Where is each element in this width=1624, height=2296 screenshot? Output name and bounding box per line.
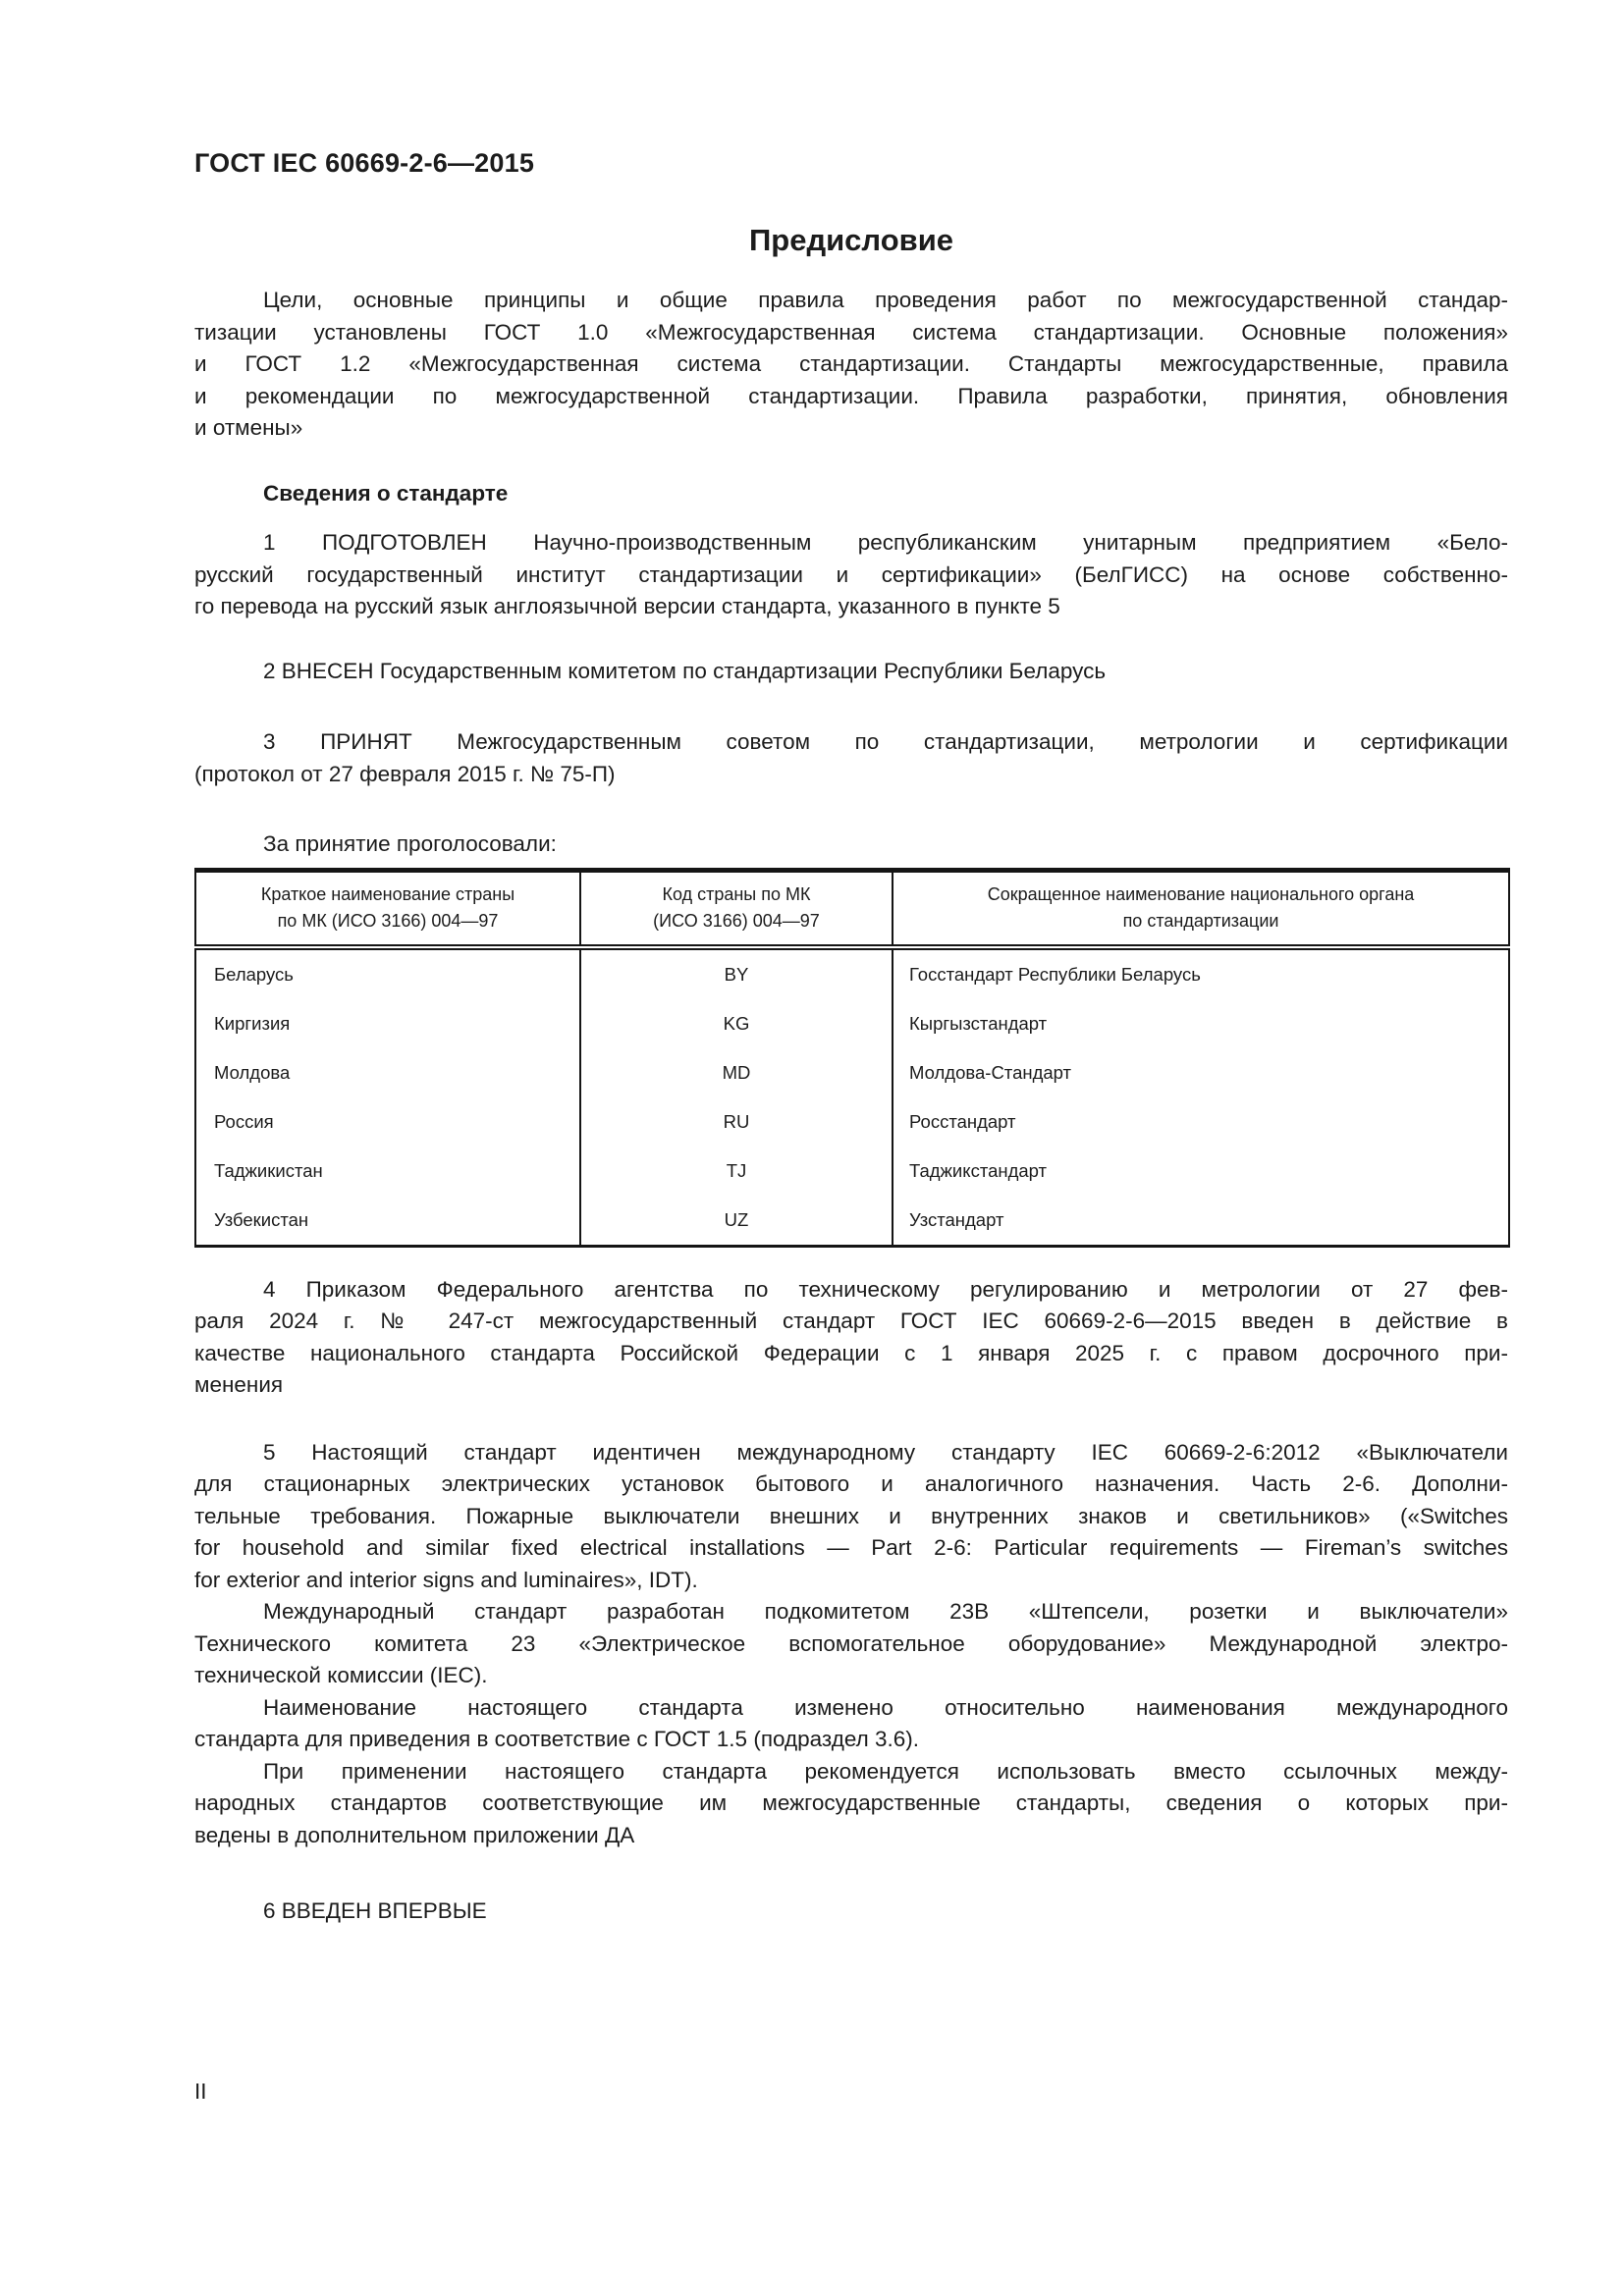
text-line: 2 ВНЕСЕН Государственным комитетом по стандартизации Республики Беларусь [263, 658, 1107, 683]
text-line: раля 2024 г. № 247-ст межгосударственный стандарт ГОСТ IEC 60669-2-6—2015 введен в действие в [194, 1308, 1508, 1333]
paragraph-item6-first-introduced [194, 1896, 1508, 1928]
page-title: Предисловие [748, 223, 953, 257]
code-cell: RU [580, 1097, 893, 1147]
text-line: Наименование настоящего стандарта изменено относительно наименования международного [263, 1694, 1508, 1720]
voting-intro-line [194, 828, 1508, 861]
table-row [195, 1048, 1509, 1097]
text-line: для стационарных электрических установок бытового и аналогичного назначения. Часть 2-6. Дополни- [194, 1471, 1508, 1496]
text-line: го перевода на русский язык англоязычной версии стандарта, указанного в пункте 5 [194, 594, 1060, 618]
paragraph-item2-submitted [194, 656, 1508, 688]
text-line: (протокол от 27 февраля 2015 г. № 75-П) [194, 761, 616, 786]
text-line: народных стандартов соответствующие им межгосударственные стандарты, сведения о которых при- [194, 1790, 1508, 1815]
org-cell: Кыргызстандарт [893, 999, 1509, 1048]
text-line: по стандартизации [1122, 910, 1279, 931]
country-cell: Узбекистан [195, 1196, 580, 1247]
text-line: 3 ПРИНЯТ Межгосударственным советом по стандартизации, метрологии и сертификации [263, 729, 1508, 754]
text-line: по МК (ИСО 3166) 004—97 [277, 910, 499, 931]
text-line: 1 ПОДГОТОВЛЕН Научно-производственным республиканским унитарным предприятием «Бело- [263, 530, 1508, 555]
code-cell: UZ [580, 1196, 893, 1247]
paragraph-standardization-goals [194, 285, 1508, 445]
text-line: Международный стандарт разработан подкомитетом 23В «Штепсели, розетки и выключатели» [263, 1599, 1508, 1624]
text-line: Краткое наименование страны [260, 883, 515, 904]
paragraph-item1-prepared [194, 527, 1508, 623]
country-cell: Беларусь [195, 947, 580, 999]
table-row [195, 999, 1509, 1048]
table-row [195, 1147, 1509, 1196]
table-row [195, 947, 1509, 999]
text-line: Код страны по МК [662, 883, 811, 904]
text-line: for exterior and interior signs and luminaires», IDT). [194, 1567, 698, 1592]
text-line: За принятие проголосовали: [263, 831, 557, 856]
country-cell: Россия [195, 1097, 580, 1147]
text-line: Технического комитета 23 «Электрическое вспомогательное оборудование» Международной электро- [194, 1630, 1508, 1656]
code-cell: KG [580, 999, 893, 1048]
text-line: 6 ВВЕДЕН ВПЕРВЫЕ [263, 1898, 487, 1923]
voting-table-header-row [195, 870, 1509, 947]
paragraph-item4-order [194, 1274, 1508, 1402]
table-row [195, 1196, 1509, 1247]
paragraph-item5-naming [194, 1692, 1508, 1756]
org-cell: Росстандарт [893, 1097, 1509, 1147]
paragraph-item3-adopted [194, 726, 1508, 790]
country-cell: Таджикистан [195, 1147, 580, 1196]
org-cell: Молдова-Стандарт [893, 1048, 1509, 1097]
text-line: ведены в дополнительном приложении ДА [194, 1822, 635, 1847]
text-line: тизации установлены ГОСТ 1.0 «Межгосударственная система стандартизации. Основные положения» [194, 319, 1508, 345]
column-header-org [893, 870, 1509, 947]
country-cell: Молдова [195, 1048, 580, 1097]
code-cell: TJ [580, 1147, 893, 1196]
org-cell: Госстандарт Республики Беларусь [893, 947, 1509, 999]
paragraph-item5-identity [194, 1437, 1508, 1597]
text-line: for household and similar fixed electrical installations — Part 2-6: Particular requirements — Fireman’s switches [194, 1535, 1508, 1560]
text-line: При применении настоящего стандарта рекомендуется использовать вместо ссылочных между- [263, 1758, 1508, 1784]
text-line: Сокращенное наименование национального органа [987, 883, 1415, 904]
text-line: и рекомендации по межгосударственной стандартизации. Правила разработки, принятия, обновления [194, 383, 1508, 408]
text-line: и ГОСТ 1.2 «Межгосударственная система стандартизации. Стандарты межгосударственные, правила [194, 351, 1508, 376]
text-line: Цели, основные принципы и общие правила проведения работ по межгосударственной стандар- [263, 288, 1508, 312]
column-header-country [195, 870, 580, 947]
section-heading-standard-info: Сведения о стандарте [263, 480, 509, 506]
document-code: ГОСТ IEC 60669-2-6—2015 [194, 148, 535, 178]
text-line: качестве национального стандарта Российской Федерации с 1 января 2025 г. с правом досрочного при- [194, 1340, 1508, 1365]
paragraph-item5-group [194, 1437, 1508, 1852]
text-line: русский государственный институт стандартизации и сертификации» (БелГИСС) на основе собственно- [194, 561, 1508, 587]
text-line: менения [194, 1372, 284, 1397]
text-line: технической комиссии (IEC). [194, 1663, 488, 1687]
code-cell: MD [580, 1048, 893, 1097]
table-row [195, 1097, 1509, 1147]
paragraph-item5-committee [194, 1596, 1508, 1692]
country-cell: Киргизия [195, 999, 580, 1048]
page-content [194, 0, 1508, 2108]
text-line: тельные требования. Пожарные выключатели внешних и внутренних знаков и светильников» («Switches [194, 1503, 1508, 1528]
voting-table [194, 868, 1510, 1248]
org-cell: Таджикстандарт [893, 1147, 1509, 1196]
code-cell: BY [580, 947, 893, 999]
text-line: стандарта для приведения в соответствие с ГОСТ 1.5 (подраздел 3.6). [194, 1727, 920, 1751]
voting-table-header [195, 870, 1509, 947]
text-line: 5 Настоящий стандарт идентичен международному стандарту IEC 60669-2-6:2012 «Выключатели [263, 1439, 1508, 1465]
text-line: (ИСО 3166) 004—97 [653, 910, 820, 931]
column-header-code [580, 870, 893, 947]
text-line: и отмены» [194, 415, 303, 440]
paragraph-item5-application [194, 1756, 1508, 1852]
text-line: 4 Приказом Федерального агентства по техническому регулированию и метрологии от 27 фев- [263, 1276, 1508, 1302]
org-cell: Узстандарт [893, 1196, 1509, 1247]
page-number: II [194, 2078, 207, 2104]
voting-table-body [195, 947, 1509, 1247]
